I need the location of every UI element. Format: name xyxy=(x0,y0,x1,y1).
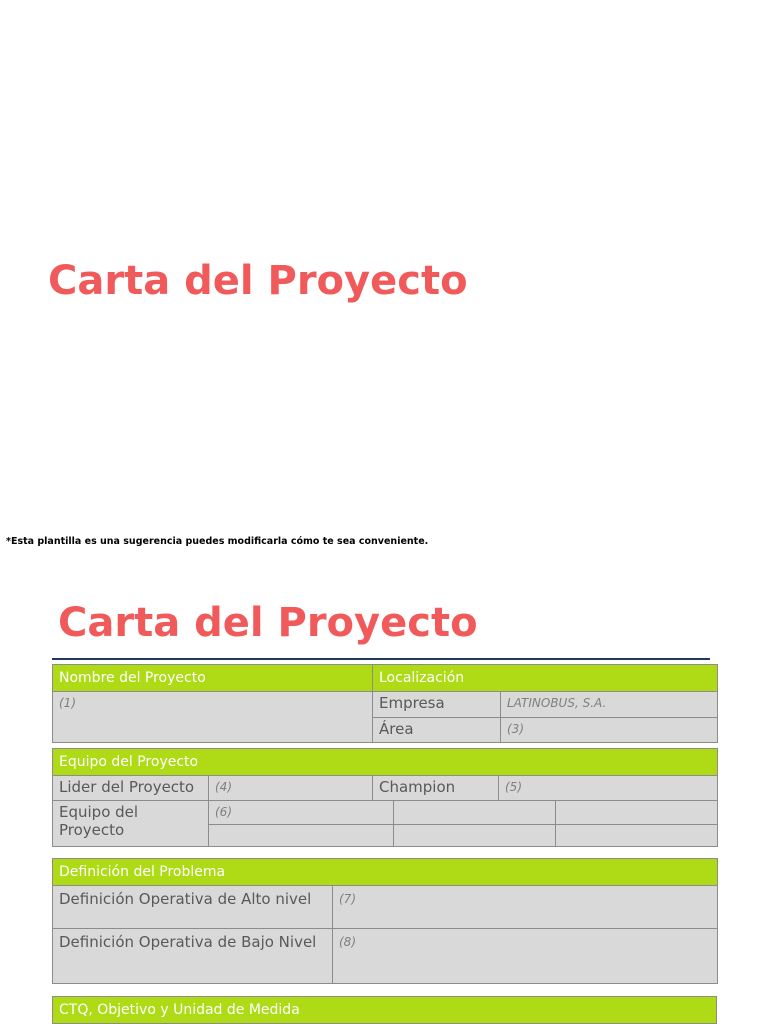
low-level-definition-field[interactable]: (8) xyxy=(333,929,718,984)
project-name-field[interactable]: (1) xyxy=(53,692,373,743)
problem-definition-section xyxy=(52,858,718,984)
location-header: Localización xyxy=(373,665,718,692)
team-member-field[interactable] xyxy=(556,825,718,847)
area-field[interactable]: (3) xyxy=(501,718,718,743)
slide-title: Carta del Proyecto xyxy=(48,258,468,304)
team-member-field[interactable] xyxy=(209,825,394,847)
project-team-header: Equipo del Proyecto xyxy=(53,749,718,776)
team-member-field[interactable] xyxy=(556,801,718,825)
champion-label: Champion xyxy=(373,776,499,801)
title-divider xyxy=(52,658,710,660)
empresa-field[interactable]: LATINOBUS, S.A. xyxy=(501,692,718,718)
high-level-definition-label: Definición Operativa de Alto nivel xyxy=(53,886,333,929)
project-name-header: Nombre del Proyecto xyxy=(53,665,373,692)
team-member-field[interactable]: (6) xyxy=(209,801,394,825)
leader-label: Lider del Proyecto xyxy=(53,776,209,801)
template-note: *Esta plantilla es una sugerencia puedes modificarla cómo te sea conveniente. xyxy=(6,536,429,547)
project-name-section xyxy=(52,664,718,743)
low-level-definition-label: Definición Operativa de Bajo Nivel xyxy=(53,929,333,984)
charter-title: Carta del Proyecto xyxy=(58,600,478,646)
champion-field[interactable]: (5) xyxy=(499,776,718,801)
team-members-label: Equipo del Proyecto xyxy=(53,801,209,847)
leader-field[interactable]: (4) xyxy=(209,776,373,801)
team-member-field[interactable] xyxy=(394,825,556,847)
team-member-field[interactable] xyxy=(394,801,556,825)
high-level-definition-field[interactable]: (7) xyxy=(333,886,718,929)
project-team-section xyxy=(52,748,718,847)
problem-definition-header: Definición del Problema xyxy=(53,859,718,886)
ctq-section xyxy=(52,996,717,1024)
ctq-header: CTQ, Objetivo y Unidad de Medida xyxy=(53,997,717,1024)
empresa-label: Empresa xyxy=(373,692,501,718)
area-label: Área xyxy=(373,718,501,743)
